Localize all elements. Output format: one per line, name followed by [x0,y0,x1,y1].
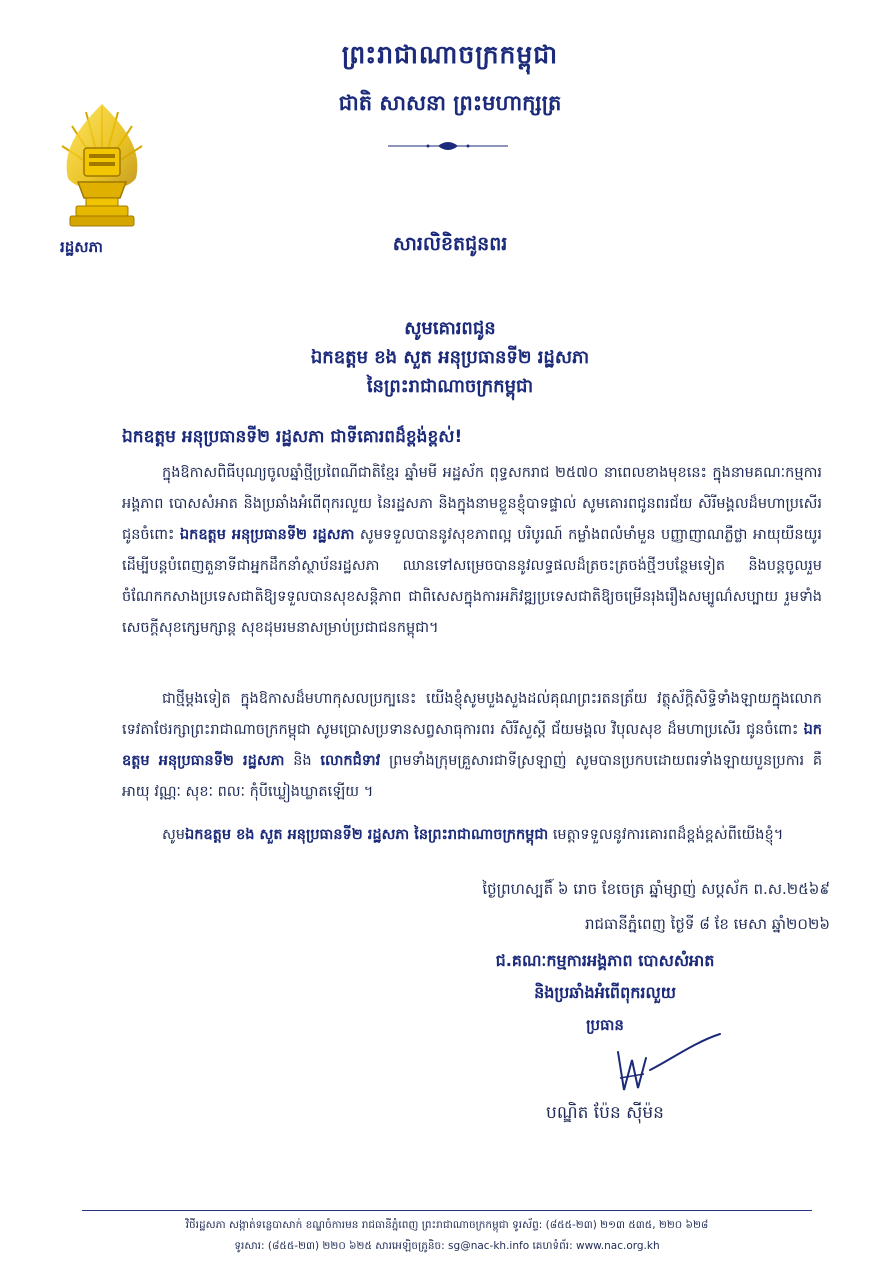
recipient-line-1: សូមគោរពជូន [404,318,496,339]
lunar-date: ថ្ងៃព្រហស្បតិ៍ ៦ រោច ខែចេត្រ ឆ្នាំម្សាញ់ សប្តស័ក ព.ស.២៥៦៩ [482,880,830,898]
paragraph-3-text-b: មេត្តាទទួលនូវការគោរពដ៏ខ្ពង់ខ្ពស់ពីយើងខ្ញុំ។ [552,827,784,843]
paragraph-3-text-a: សូម [162,827,186,843]
signatory-org-line-2: និងប្រឆាំងអំពើពុករលួយ [534,983,676,1002]
kingdom-heading: ព្រះរាជាណាចក្រកម្ពុជា [341,40,559,69]
paragraph-2-and: និង [293,753,312,769]
recipient-line-2: ឯកឧត្តម ខង សួត អនុប្រធានទី២ រដ្ឋសភា [310,347,590,368]
paragraph-2-text-a: ជាថ្មីម្តងទៀត ក្នុងឱកាសដ៏មហាកុសលប្រក្បនេះ យើងខ្ញុំសូមបួងសួងដល់គុណព្រះរតនត្រ័យ វត្ថុស័ក្តិសិទ្ធិទាំងឡាយក្នុងលោក ទេវតាថែរក្សាព្រះរាជាណាចក្រកម្ពុជា សូមប្រោសប្រទានសព្វសាធុការពរ សិរីសួស្តី ជ័យមង្គល វិបុលសុខ ដ៏មហាប្រសើរ ជូនចំពោះ [122,691,822,738]
paragraph-2-bold-2: លោកជំទាវ [320,753,381,769]
paragraph-1 [122,458,822,644]
ornament-divider-icon [388,138,508,154]
signatory-name: បណ្ឌិត ប៉ែន ស៊ីម៉ន [546,1103,664,1123]
signatory-role: ប្រធាន [586,1016,624,1034]
paragraph-2-bold-1: ឯកឧត្តម អនុប្រធានទី២ រដ្ឋសភា [122,722,822,769]
paragraph-3 [122,820,822,851]
paragraph-1-text-a: ក្នុងឱកាសពិធីបុណ្យចូលឆ្នាំថ្មីប្រពៃណីជាតិខ្មែរ ឆ្នាំមមី អដ្ឋស័ក ពុទ្ធសករាជ ២៥៧០ នាពេលខាងមុខនេះ ក្នុងនាមគណៈកម្មការអង្គភាព បោសសំអាត និងប្រឆាំងអំពើពុករលួយ នៃរដ្ឋសភា និងក្នុងនាមខ្លួនខ្ញុំបាទផ្ទាល់ សូមគោរពជូនពរជ័យ សិរីមង្គលដ៏មហាប្រសើរ ជូនចំពោះ [122,465,822,543]
royal-emblem-icon [56,102,148,228]
signatory-org-line-1: ជ.គណៈកម្មការអង្គភាព បោសសំអាត [495,951,715,970]
paragraph-2 [122,684,822,808]
footer-address: វិថីរដ្ឋសភា សង្កាត់ទន្លេបាសាក់ ខណ្ឌចំការមន រាជធានីភ្នំពេញ ព្រះរាជាណាចក្រកម្ពុជា ទូរស័ព្ទ: (៨៥៥-២៣) ២១៣ ៥៣៥, ២២០ ៦២៨ [185,1219,709,1231]
national-motto: ជាតិ សាសនា ព្រះមហាក្សត្រ [338,90,562,115]
paragraph-3-bold: ឯកឧត្តម ខង សួត អនុប្រធានទី២ រដ្ឋសភា នៃព្រះរាជាណាចក្រកម្ពុជា [185,827,549,843]
footer-contact: ទូរសារ: (៨៥៥-២៣) ២២០ ៦២៥ សារអេឡិចត្រូនិច: sg@nac-kh.info គេហទំព័រ: www.nac.org.kh [234,1240,660,1252]
senate-label: រដ្ឋសភា [60,238,103,256]
paragraph-1-text-b: សូមទទួលបាននូវសុខភាពល្អ បរិបូរណ៍ កម្លាំងពលំមាំមួន បញ្ញាញាណភ្លឺថ្លា អាយុយឺនយូរ ដើម្បីបន្តបំពេញតួនាទីជាអ្នកដឹកនាំស្ថាប័នរដ្ឋសភា ឈានទៅសម្រេចបាននូវលទ្ធផលដ៏ត្រចះត្រចង់ថ្មីៗបន្ថែមទៀត និងបន្តចូលរួមចំណែកកសាងប្រទេសជាតិឱ្យទទួលបានសុខសន្តិភាព ជាពិសេសក្នុងការអភិវឌ្ឍប្រទេសជាតិឱ្យចម្រើនរុងរឿងសម្បូណ៌សប្បាយ រួមទាំងសេចក្ដីសុខក្សេមក្សាន្ត សុខដុមរមនាសម្រាប់ប្រជាជនកម្ពុជា។ [122,527,823,636]
paragraph-2-text-b: ព្រមទាំងក្រុមគ្រួសារជាទីស្រឡាញ់ សូមបានប្រកបដោយពរទាំងឡាយបួនប្រការ គឺ អាយុ វណ្ណៈ សុខៈ ពលៈ កុំបីឃ្លៀងឃ្លាតឡើយ ។ [122,753,823,800]
document-title: សារលិខិតជូនពរ [392,233,508,255]
paragraph-1-bold: ឯកឧត្តម អនុប្រធានទី២ រដ្ឋសភា [179,527,355,543]
handwritten-signature-icon [580,1030,730,1105]
salutation: ឯកឧត្តម អនុប្រធានទី២ រដ្ឋសភា ជាទីគោរពដ៏ខ្ពង់ខ្ពស់! [122,427,463,447]
footer-divider [82,1210,812,1211]
solar-date: រាជធានីភ្នំពេញ ថ្ងៃទី ៨ ខែ មេសា ឆ្នាំ២០២៦ [584,915,830,933]
recipient-line-3: នៃព្រះរាជាណាចក្រកម្ពុជា [366,376,534,397]
